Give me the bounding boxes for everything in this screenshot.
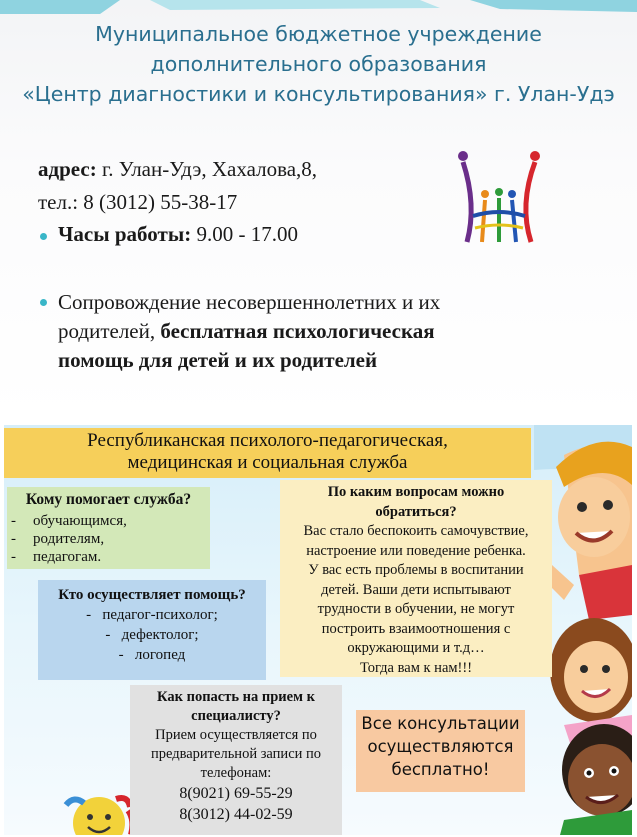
appointment-line: Прием осуществляется по	[155, 727, 317, 743]
questions-box	[280, 480, 552, 677]
appointment-title-line-1: Как попасть на прием к	[157, 689, 315, 705]
who-helps-item: - родителям,	[11, 531, 105, 547]
who-provides-item: - логопед	[118, 647, 186, 663]
org-title-line-2: дополнительного образования	[150, 52, 487, 76]
decorative-stripes	[0, 0, 637, 14]
questions-line: У вас есть проблемы в воспитании	[308, 562, 524, 578]
free-line-1: Все консультации	[361, 714, 520, 733]
appointment-line: предварительной записи по	[150, 746, 322, 762]
support-text	[58, 288, 440, 375]
who-helps-item: - обучающимся,	[11, 513, 127, 529]
appointment-phone-2: 8(3012) 44-02-59	[179, 806, 293, 823]
support-line-2-normal: родителей,	[58, 319, 161, 343]
questions-line: детей. Ваши дети испытывают	[321, 581, 511, 598]
questions-line: настроение или поведение ребенка.	[306, 542, 526, 559]
appointment-title-line-2: специалисту?	[191, 708, 281, 724]
org-title-line-1: Муниципальное бюджетное учреждение	[95, 22, 542, 46]
questions-line: построить взаимоотношения с	[321, 620, 511, 637]
address-label: адрес:	[38, 157, 97, 181]
support-line-3	[58, 346, 440, 375]
who-provides-box	[38, 580, 266, 680]
questions-line: Вас стало беспокоить самочувствие,	[303, 523, 529, 539]
org-title-line-3: «Центр диагностики и консультирования» г. Улан-Удэ	[22, 82, 615, 106]
questions-title-line-1: По каким вопросам можно	[327, 484, 505, 500]
free-line-2: осуществляются	[367, 737, 514, 756]
who-provides-item-label: логопед	[134, 647, 186, 663]
center-logo-icon	[455, 150, 545, 250]
address-value: г. Улан-Удэ, Хахалова,8,	[96, 157, 318, 181]
who-helps-item-label: обучающимся,	[33, 513, 127, 529]
hours-label: Часы работы:	[58, 222, 192, 246]
questions-line: окружающими и т.д…	[347, 640, 485, 656]
who-provides-title: Кто осуществляет помощь?	[58, 587, 246, 603]
who-provides-item-label: дефектолог;	[121, 627, 199, 643]
bullet-icon	[40, 299, 47, 306]
hours-value: 9.00 - 17.00	[191, 222, 298, 246]
phone-line: тел.: 8 (3012) 55-38-17	[38, 190, 238, 214]
service-banner	[4, 428, 531, 478]
free-consultation-box	[356, 710, 525, 792]
support-line-2	[58, 317, 440, 346]
support-line-2-bold: бесплатная психологическая	[160, 319, 435, 343]
who-provides-item-label: педагог-психолог;	[102, 607, 218, 623]
banner-line-2: медицинская и социальная служба	[127, 452, 408, 473]
questions-line: трудности в обучении, не могут	[317, 601, 515, 617]
support-line-3-bold: помощь для детей и их родителей	[58, 348, 378, 372]
appointment-phone-1: 8(9021) 69-55-29	[179, 785, 293, 802]
who-helps-item-label: родителям,	[33, 531, 105, 547]
appointment-line: телефонам:	[200, 765, 272, 781]
bottom-flyer	[4, 425, 632, 835]
who-helps-item-label: педагогам.	[33, 549, 102, 565]
free-line-3: бесплатно!	[391, 760, 490, 779]
who-provides-item: - дефектолог;	[105, 627, 199, 643]
hours-line	[58, 222, 298, 247]
who-helps-item: - педагогам.	[11, 549, 102, 565]
questions-title-line-2: обратиться?	[375, 503, 457, 520]
questions-line: Тогда вам к нам!!!	[359, 659, 473, 676]
address-line	[38, 157, 317, 182]
bullet-icon	[40, 233, 47, 240]
support-line-1: Сопровождение несовершеннолетних и их	[58, 290, 441, 314]
banner-line-1: Республиканская психолого-педагогическая,	[87, 430, 448, 451]
who-helps-title: Кому помогает служба?	[25, 491, 192, 508]
who-helps-box	[7, 487, 210, 569]
who-provides-item: - педагог-психолог;	[86, 607, 218, 623]
appointment-box	[130, 685, 342, 835]
